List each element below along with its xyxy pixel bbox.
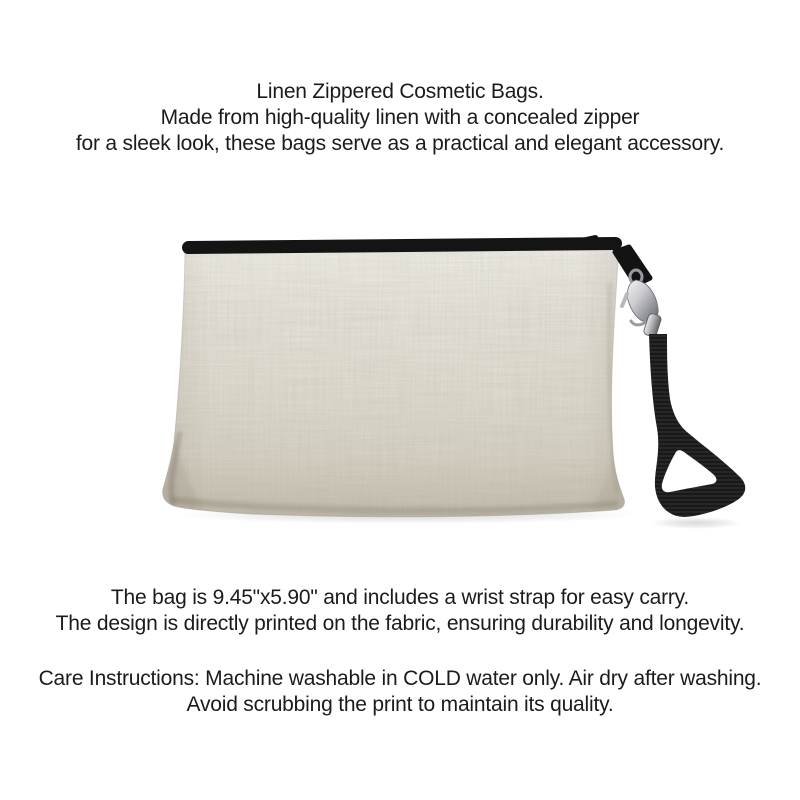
clasp-icon [622,270,662,338]
strap-floor-shadow [650,517,742,529]
product-intro-text [0,79,800,157]
zipper-pull [615,247,650,285]
intro-line-1: Linen Zippered Cosmetic Bags. [256,80,544,103]
intro-line-3: for a sleek look, these bags serve as a practical and elegant accessory. [75,132,725,155]
bag-body [150,227,640,522]
intro-line-2: Made from high-quality linen with a concealed zipper [160,106,640,129]
cosmetic-bag-graphic [140,222,760,567]
wrist-strap [649,334,745,517]
details-line-2: The design is directly printed on the fabric, ensuring durability and longevity. [55,612,745,635]
care-line-2: Avoid scrubbing the print to maintain its quality. [186,693,614,716]
product-photo [140,222,760,567]
details-line-1: The bag is 9.45"x5.90" and includes a wrist strap for easy carry. [110,586,690,609]
care-instructions-text [0,666,800,718]
linen-texture [150,227,640,522]
product-details-text [0,585,800,637]
care-line-1: Care Instructions: Machine washable in COLD water only. Air dry after washing. [38,667,762,690]
